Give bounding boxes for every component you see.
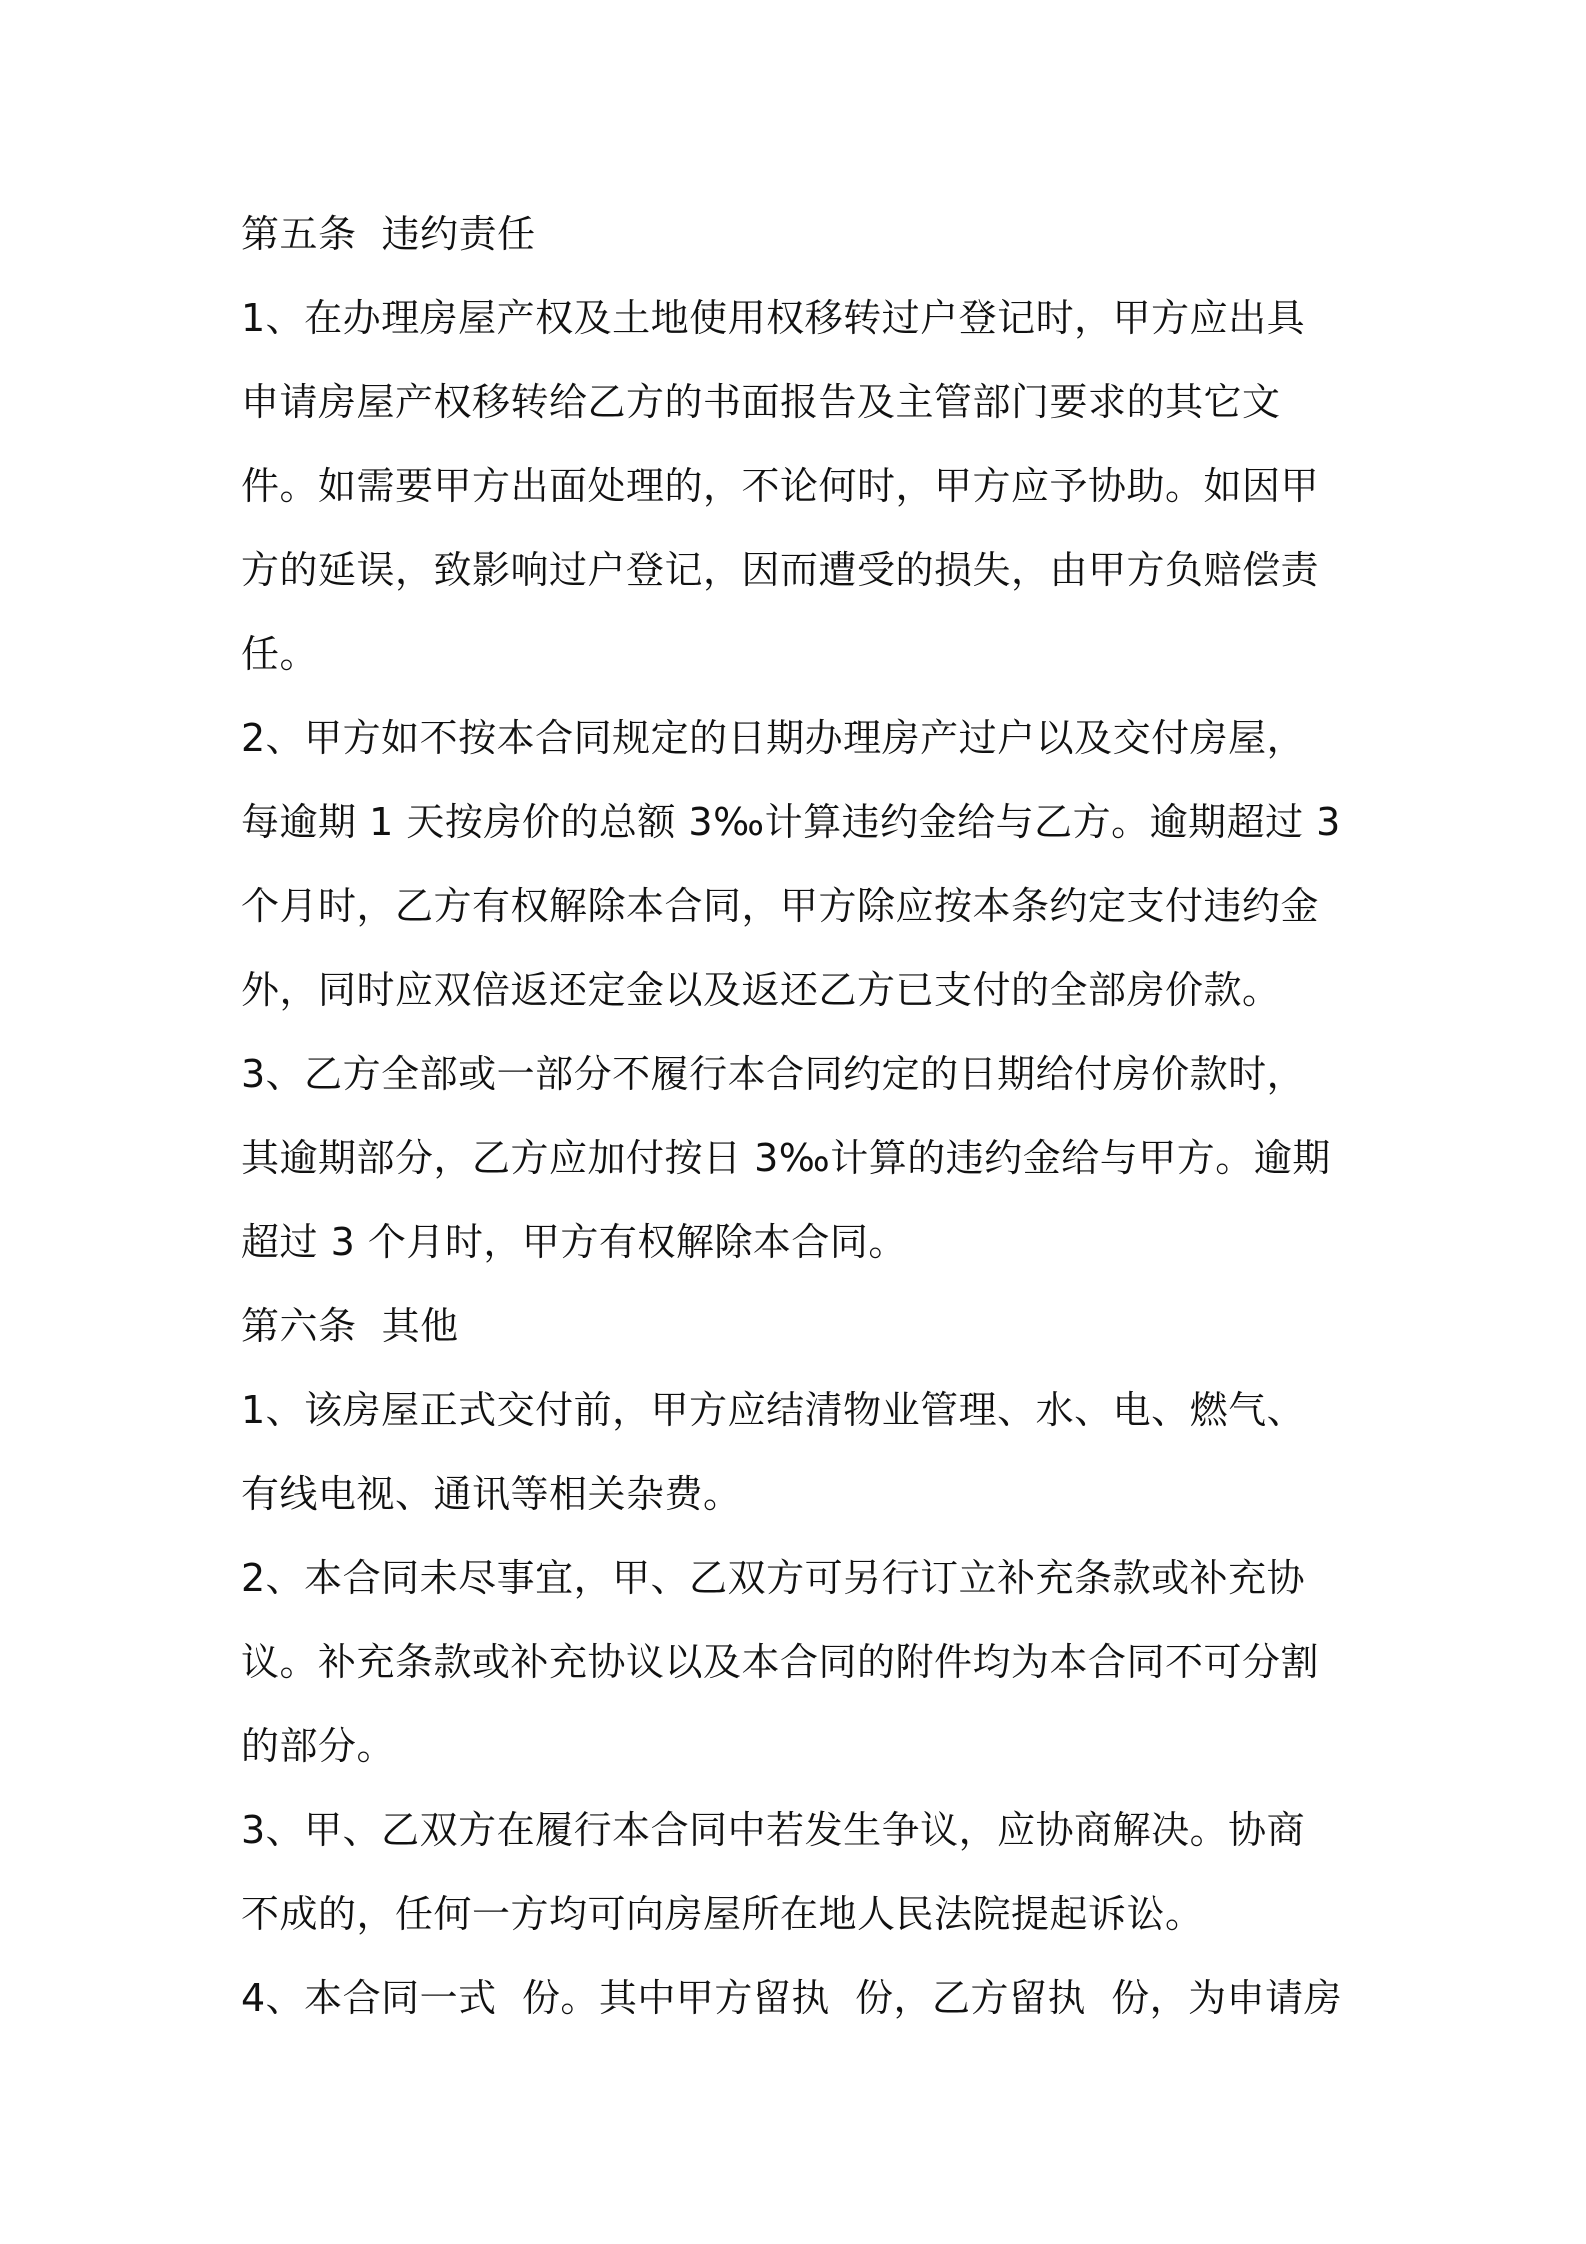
article-6-clause-2-line: 2、本合同未尽事宜，甲、乙双方可另行订立补充条款或补充协 bbox=[241, 1556, 1306, 1600]
article-6-clause-1-line: 有线电视、通讯等相关杂费。 bbox=[241, 1472, 742, 1516]
article-5-heading: 第五条 违约责任 bbox=[241, 212, 536, 256]
article-5-clause-2-line: 每逾期 1 天按房价的总额 3‰计算违约金给与乙方。逾期超过 3 bbox=[241, 800, 1341, 844]
article-5-clause-1-line: 方的延误，致影响过户登记，因而遭受的损失，由甲方负赔偿责 bbox=[241, 548, 1320, 592]
article-6-clause-3-line: 不成的，任何一方均可向房屋所在地人民法院提起诉讼。 bbox=[241, 1892, 1204, 1936]
article-6-clause-1-line: 1、该房屋正式交付前，甲方应结清物业管理、水、电、燃气、 bbox=[241, 1388, 1306, 1432]
article-5-clause-3-line: 3、乙方全部或一部分不履行本合同约定的日期给付房价款时， bbox=[241, 1052, 1306, 1096]
article-5-clause-2-line: 外，同时应双倍返还定金以及返还乙方已支付的全部房价款。 bbox=[241, 968, 1281, 1012]
article-5-clause-1-line: 件。如需要甲方出面处理的，不论何时，甲方应予协助。如因甲 bbox=[241, 464, 1320, 508]
article-6-clause-2-line: 的部分。 bbox=[241, 1724, 396, 1768]
article-5-clause-1-line: 1、在办理房屋产权及土地使用权移转过户登记时，甲方应出具 bbox=[241, 296, 1306, 340]
article-5-clause-2-line: 个月时，乙方有权解除本合同，甲方除应按本条约定支付违约金 bbox=[241, 884, 1320, 928]
article-6-clause-2-line: 议。补充条款或补充协议以及本合同的附件均为本合同不可分割 bbox=[241, 1640, 1320, 1684]
article-5-clause-1-line: 申请房屋产权移转给乙方的书面报告及主管部门要求的其它文 bbox=[241, 380, 1281, 424]
article-6-clause-4-line: 4、本合同一式 份。其中甲方留执 份，乙方留执 份，为申请房 bbox=[241, 1976, 1343, 2020]
article-5-clause-3-line: 其逾期部分，乙方应加付按日 3‰计算的违约金给与甲方。逾期 bbox=[241, 1136, 1331, 1180]
document-body bbox=[241, 192, 1361, 2040]
article-6-heading: 第六条 其他 bbox=[241, 1304, 459, 1348]
article-6-clause-3-line: 3、甲、乙双方在履行本合同中若发生争议，应协商解决。协商 bbox=[241, 1808, 1306, 1852]
article-5-clause-2-line: 2、甲方如不按本合同规定的日期办理房产过户以及交付房屋， bbox=[241, 716, 1306, 760]
article-5-clause-3-line: 超过 3 个月时，甲方有权解除本合同。 bbox=[241, 1220, 907, 1264]
article-5-clause-1-line: 任。 bbox=[241, 632, 319, 676]
